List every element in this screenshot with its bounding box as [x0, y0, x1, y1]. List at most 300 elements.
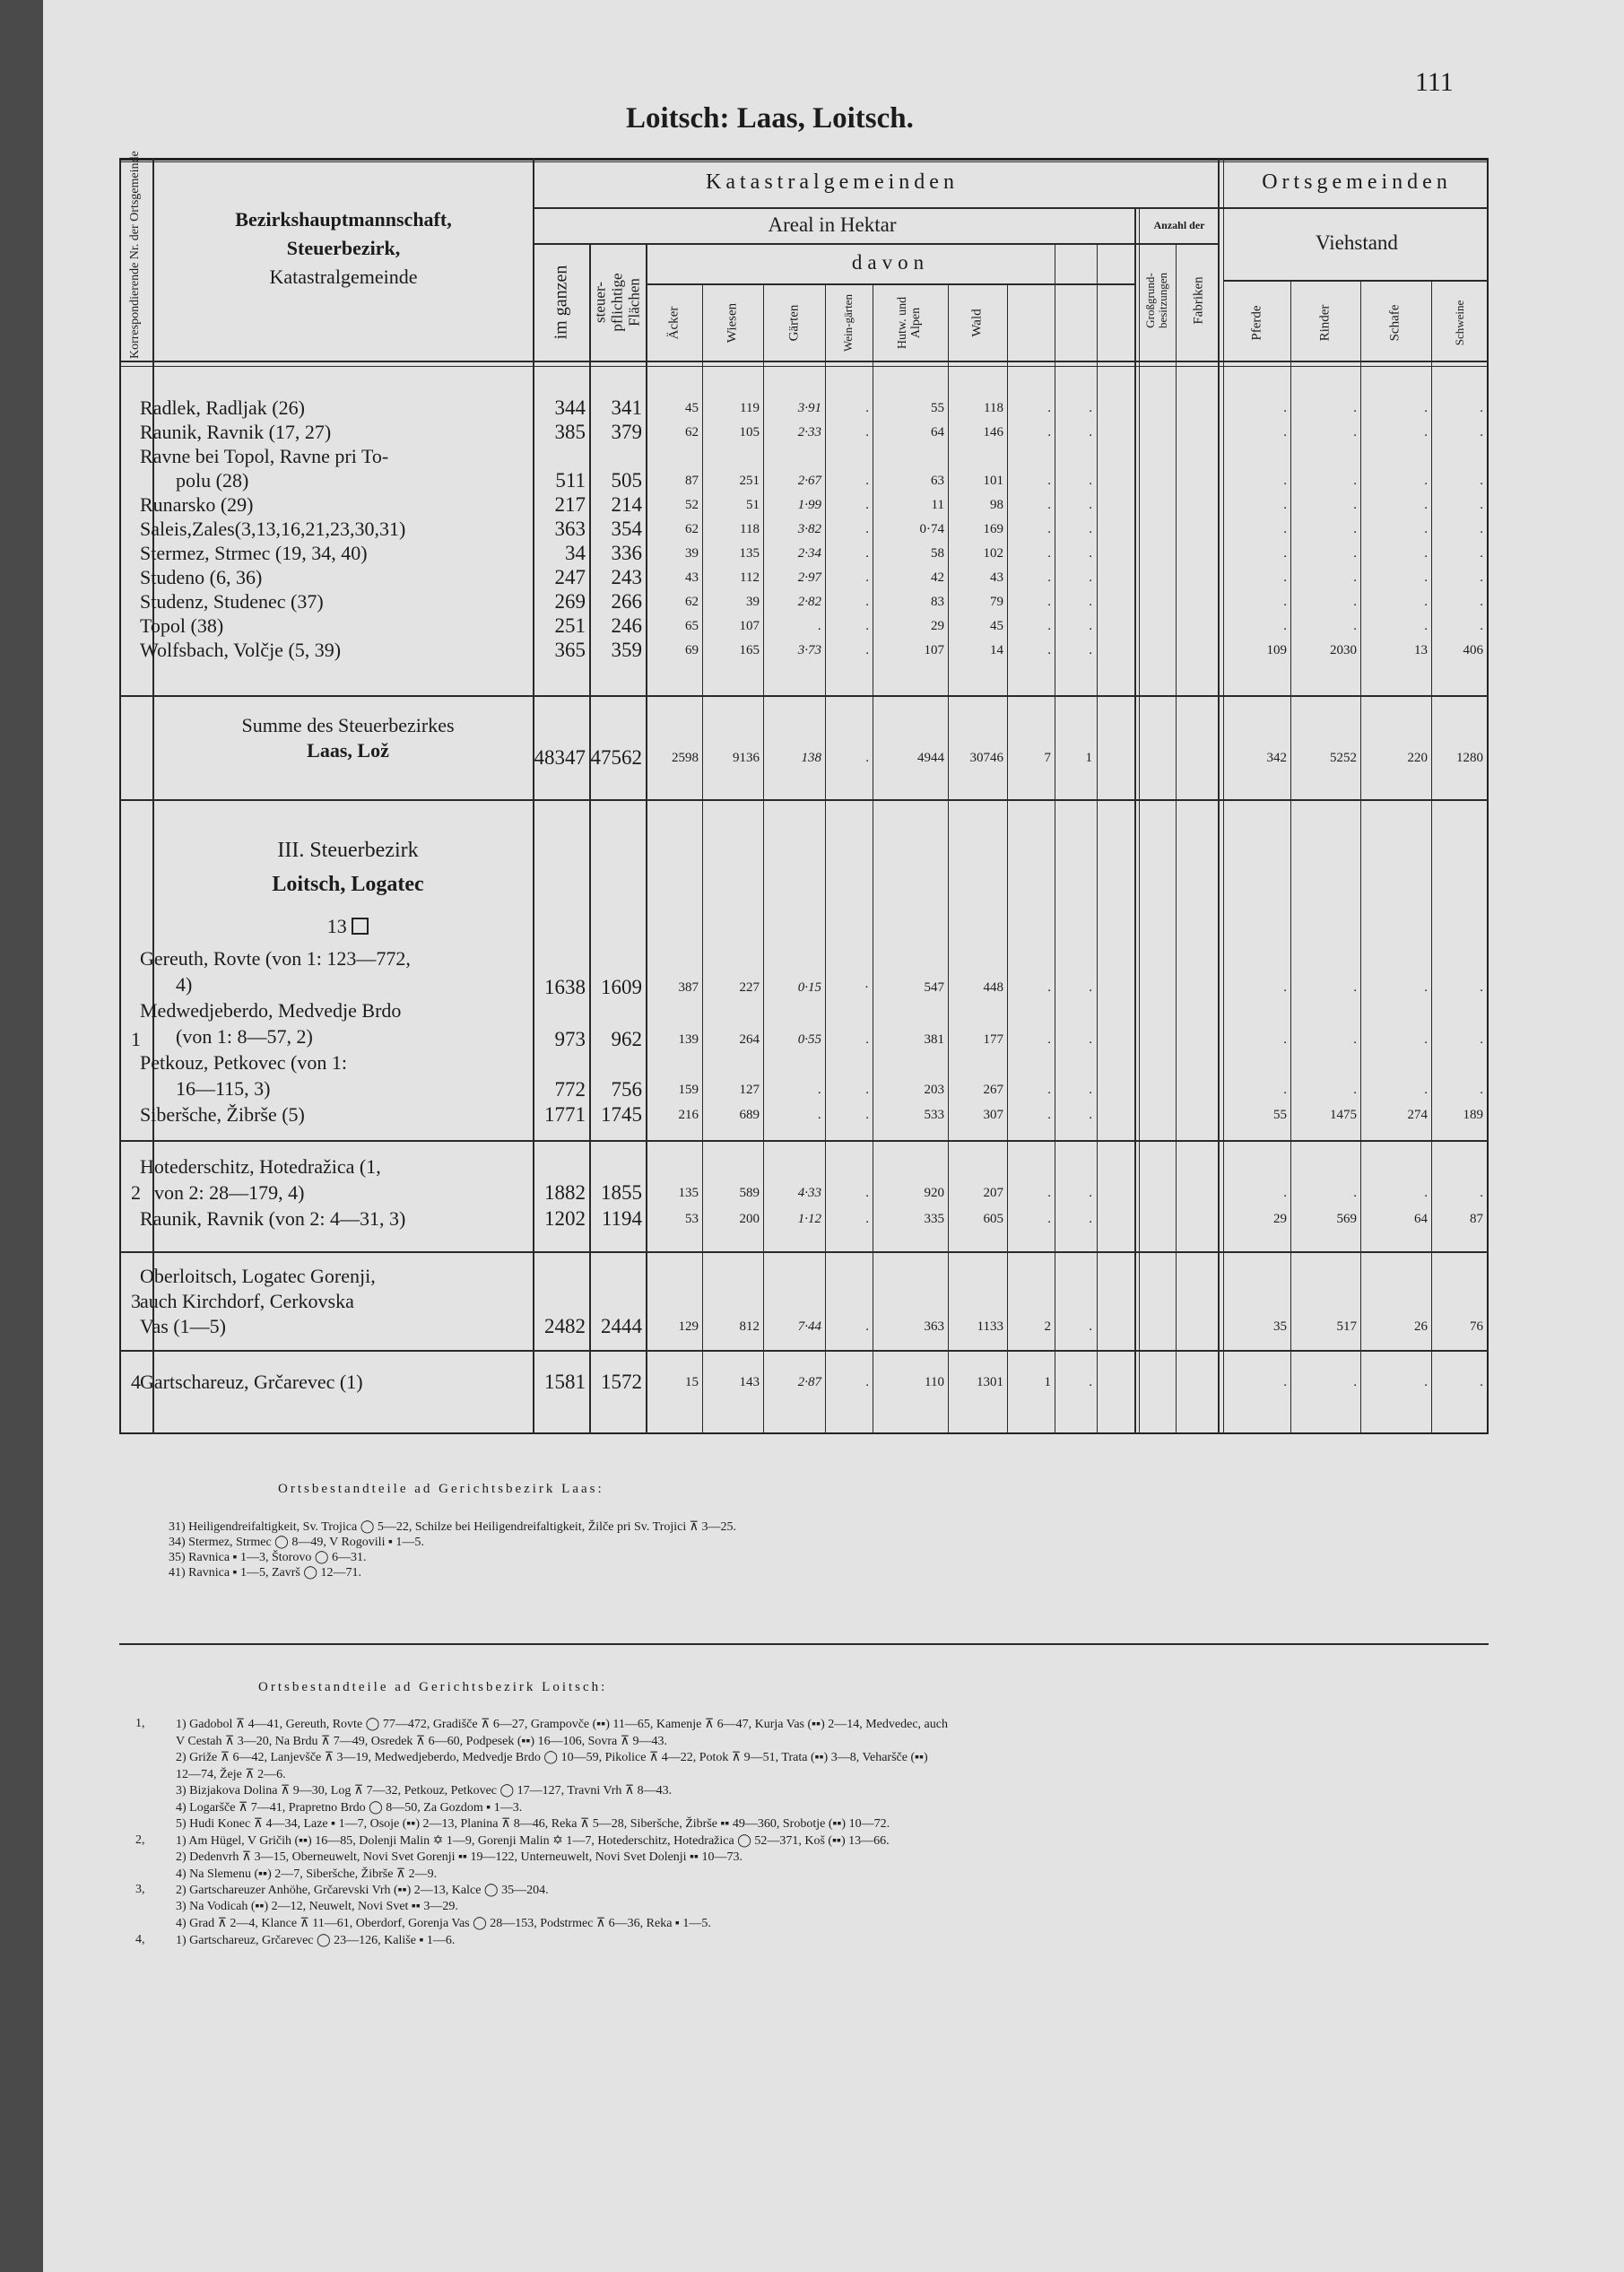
cell-wa: 177: [983, 1032, 1003, 1047]
header-bottom-rule: [119, 361, 1489, 362]
column-rule: [1176, 243, 1177, 1434]
cell-f: .: [1089, 619, 1092, 633]
katastralgemeinde-name: Wolfsbach, Volčje (5, 39): [140, 639, 342, 661]
cell-sc: .: [1424, 474, 1428, 488]
cell-s: 266: [611, 590, 642, 613]
summe-bezirk: Laas, Lož: [307, 739, 389, 762]
cell-a: 39: [685, 546, 699, 561]
cell-a: 69: [685, 643, 699, 657]
bezirk-header-line2: Steuerbezirk,: [286, 237, 401, 259]
cell-h: 335: [924, 1212, 944, 1226]
cell-ga: .: [818, 1083, 821, 1097]
rinder-header: Rinder: [1317, 304, 1333, 342]
cell-s: 359: [611, 639, 642, 661]
cell-p: .: [1283, 522, 1287, 536]
cell-sw: .: [1480, 1083, 1483, 1097]
footnote-line: 31) Heiligendreifaltigkeit, Sv. Trojica ◯ 5—22, Schilze bei Heiligendreifaltigkeit, Žilče pri Sv. Trojici ⊼ 3—25.: [169, 1520, 737, 1534]
cell-s: 1572: [601, 1371, 642, 1393]
column-rule: [1007, 283, 1008, 1434]
cell-a: 43: [685, 570, 699, 585]
statistics-table: [119, 151, 1489, 1434]
korr-nr: 1: [131, 1028, 141, 1050]
cell-we: .: [865, 751, 869, 765]
cell-f: .: [1089, 1108, 1092, 1122]
cell-a: 159: [678, 1083, 699, 1097]
cell-ga: 1·12: [797, 1212, 821, 1226]
cell-wa: 605: [983, 1212, 1003, 1226]
footnote-rule: [119, 1643, 1489, 1645]
column-rule: [1290, 280, 1291, 1434]
section-rule: [119, 1140, 1489, 1142]
column-rule: [1431, 280, 1432, 1434]
footnote-line: 12—74, Žeje ⊼ 2—6.: [176, 1767, 286, 1781]
cell-r: .: [1353, 498, 1357, 512]
cell-ga: 2·87: [797, 1375, 821, 1389]
cell-p: .: [1283, 570, 1287, 585]
bezirk-header-line1: Bezirkshauptmannschaft,: [235, 208, 452, 231]
cell-f: .: [1089, 980, 1092, 995]
cell-sw: 76: [1470, 1319, 1483, 1334]
cell-r: 2030: [1330, 643, 1357, 657]
cell-f: .: [1089, 546, 1092, 561]
footnote-nr: 2,: [135, 1832, 145, 1847]
cell-sc: .: [1424, 546, 1428, 561]
cell-sw: .: [1480, 498, 1483, 512]
cell-we: .: [865, 595, 869, 609]
cell-p: .: [1283, 595, 1287, 609]
cell-wa: 14: [990, 643, 1003, 657]
cell-r: .: [1353, 595, 1357, 609]
pferde-header: Pferde: [1249, 305, 1264, 341]
cell-f: .: [1089, 1032, 1092, 1047]
footnote-line: 1) Gartschareuz, Grčarevec ◯ 23—126, Kališe ▪ 1—6.: [176, 1933, 456, 1947]
cell-gr: 1: [1044, 1375, 1051, 1389]
cell-f: 1: [1085, 751, 1092, 765]
cell-f: .: [1089, 570, 1092, 585]
ortsgemeinde-text: 16—115, 3): [176, 1077, 271, 1100]
cell-h: 547: [924, 980, 944, 995]
cell-gr: .: [1047, 1212, 1051, 1226]
cell-we: .: [865, 1032, 869, 1047]
cell-sw: .: [1480, 1032, 1483, 1047]
cell-p: .: [1283, 1375, 1287, 1389]
footnote-line: 3) Na Vodicah (▪▪) 2—12, Neuwelt, Novi Svet ▪▪ 3—29.: [176, 1899, 458, 1913]
cell-r: .: [1353, 425, 1357, 440]
cell-w: 9136: [733, 751, 760, 765]
page-number: 111: [1415, 67, 1454, 97]
cell-f: .: [1089, 498, 1092, 512]
cell-sc: .: [1424, 570, 1428, 585]
cell-g: 48347: [534, 746, 586, 769]
cell-sc: .: [1424, 595, 1428, 609]
cell-sw: .: [1480, 425, 1483, 440]
cell-w: 39: [746, 595, 760, 609]
davon-header: davon: [851, 251, 930, 274]
cell-we: .: [865, 619, 869, 633]
cell-g: 1202: [544, 1207, 586, 1230]
cell-g: 1638: [544, 976, 586, 998]
footnote-line: V Cestah ⊼ 3—20, Na Brdu ⊼ 7—49, Osredek ⊼ 6—60, Podpesek (▪▪) 16—106, Sovra ⊼ 9—43.: [176, 1734, 667, 1748]
map-square-icon: [352, 918, 369, 935]
cell-s: 354: [611, 518, 642, 540]
katastralgemeinde-name: polu (28): [176, 469, 249, 492]
table-top-rule: [119, 161, 1489, 162]
viehstand-header: Viehstand: [1316, 231, 1398, 254]
bezirk-header-line3: Katastralgemeinde: [269, 266, 418, 288]
cell-w: 107: [739, 619, 760, 633]
footnotes-laas-title: Ortsbestandteile ad Gerichtsbezirk Laas:: [278, 1482, 604, 1496]
cell-wa: 98: [990, 498, 1003, 512]
cell-wa: 169: [983, 522, 1003, 536]
cell-ga: .: [818, 619, 821, 633]
cell-wa: 1301: [977, 1375, 1003, 1389]
cell-g: 511: [555, 469, 586, 492]
ortsgemeinde-text: auch Kirchdorf, Cerkovska: [140, 1290, 354, 1312]
column-rule: [533, 158, 534, 1434]
footnote-line: 34) Stermez, Strmec ◯ 8—49, V Rogovili ▪ 1—5.: [169, 1536, 424, 1549]
cell-sw: 406: [1463, 643, 1483, 657]
cell-s: 756: [611, 1078, 642, 1101]
cell-h: 64: [931, 425, 944, 440]
cell-g: 269: [554, 590, 586, 613]
cell-we: .: [865, 643, 869, 657]
katastralgemeinde-name: Stermez, Strmec (19, 34, 40): [140, 542, 368, 564]
section-bezirk: Loitsch, Logatec: [272, 873, 424, 896]
section-count: [178, 915, 518, 938]
schweine-header: Schweine: [1453, 300, 1466, 346]
cell-r: .: [1353, 619, 1357, 633]
header-rule: [533, 243, 1218, 245]
cell-sc: .: [1424, 498, 1428, 512]
cell-ga: 2·67: [797, 474, 821, 488]
cell-h: 58: [931, 546, 944, 561]
ortsgemeinde-text: Vas (1—5): [140, 1315, 226, 1337]
cell-a: 139: [678, 1032, 699, 1047]
cell-gr: .: [1047, 1032, 1051, 1047]
cell-a: 387: [678, 980, 699, 995]
cell-p: .: [1283, 498, 1287, 512]
cell-s: 246: [611, 614, 642, 637]
cell-f: .: [1089, 643, 1092, 657]
column-rule: [948, 283, 949, 1434]
cell-sw: .: [1480, 980, 1483, 995]
cell-gr: .: [1047, 570, 1051, 585]
cell-wa: 118: [984, 401, 1003, 415]
cell-s: 243: [611, 566, 642, 588]
cell-a: 65: [685, 619, 699, 633]
katastralgemeinde-name: Ravne bei Topol, Ravne pri To-: [140, 445, 389, 467]
cell-g: 344: [554, 396, 586, 419]
cell-p: 29: [1273, 1212, 1287, 1226]
cell-g: 365: [554, 639, 586, 661]
cell-g: 34: [565, 542, 586, 564]
cell-sc: 64: [1414, 1212, 1428, 1226]
cell-f: .: [1089, 595, 1092, 609]
cell-h: 363: [924, 1319, 944, 1334]
column-rule: [1223, 158, 1224, 1434]
cell-r: .: [1353, 570, 1357, 585]
cell-a: 216: [678, 1108, 699, 1122]
cell-wa: 1133: [977, 1319, 1003, 1334]
grossgrund-header: Großgrund-besitzungen: [1143, 272, 1169, 329]
cell-wa: 307: [983, 1108, 1003, 1122]
footnote-line: 41) Ravnica ▪ 1—5, Završ ◯ 12—71.: [169, 1566, 362, 1580]
cell-sc: .: [1424, 401, 1428, 415]
footnote-line: 2) Gartschareuzer Anhöhe, Grčarevski Vrh (▪▪) 2—13, Kalce ◯ 35—204.: [176, 1884, 549, 1897]
cell-g: 251: [554, 614, 586, 637]
cell-sc: 26: [1414, 1319, 1428, 1334]
cell-h: 0·74: [919, 522, 944, 536]
cell-r: .: [1353, 546, 1357, 561]
katastralgemeinde-name: Runarsko (29): [140, 493, 254, 516]
cell-gr: .: [1047, 522, 1051, 536]
cell-p: .: [1283, 425, 1287, 440]
cell-r: .: [1353, 1186, 1357, 1200]
cell-s: 1745: [601, 1103, 642, 1126]
cell-h: 110: [925, 1375, 944, 1389]
cell-h: 203: [924, 1083, 944, 1097]
cell-ga: 2·97: [797, 570, 821, 585]
cell-g: 247: [554, 566, 586, 588]
column-rule: [646, 243, 647, 1434]
column-rule: [763, 283, 764, 1434]
katastralgemeinde-name: Raunik, Ravnik (17, 27): [140, 421, 332, 443]
footnote-line: 4) Grad ⊼ 2—4, Klance ⊼ 11—61, Oberdorf, Gorenja Vas ◯ 28—153, Podstrmec ⊼ 6—36, Reka ▪ 1—5.: [176, 1917, 711, 1930]
cell-h: 29: [931, 619, 944, 633]
cell-h: 4944: [917, 751, 944, 765]
cell-g: 363: [554, 518, 586, 540]
cell-wa: 30746: [969, 751, 1003, 765]
section-rule: [119, 1251, 1489, 1253]
cell-ga: 0·15: [797, 980, 821, 995]
cell-g: 385: [554, 421, 586, 443]
column-rule: [825, 283, 826, 1434]
anzahl-header: Anzahl der: [1153, 219, 1205, 231]
cell-r: 5252: [1330, 751, 1357, 765]
cell-gr: 2: [1044, 1319, 1051, 1334]
footnote-line: 1) Gadobol ⊼ 4—41, Gereuth, Rovte ◯ 77—472, Gradišče ⊼ 6—27, Grampovče (▪▪) 11—65, Kamenje ⊼ 6—47, Kurja Vas (▪▪) 2—14, Medvedec, auch: [176, 1718, 948, 1731]
cell-r: .: [1353, 401, 1357, 415]
cell-gr: .: [1047, 643, 1051, 657]
cell-wa: 207: [983, 1186, 1003, 1200]
cell-w: 112: [740, 570, 760, 585]
cell-p: 109: [1266, 643, 1287, 657]
cell-a: 135: [678, 1186, 699, 1200]
wiesen-header: Wiesen: [725, 302, 740, 344]
cell-a: 53: [685, 1212, 699, 1226]
cell-h: 11: [931, 498, 944, 512]
cell-wa: 448: [983, 980, 1003, 995]
cell-ga: 2·82: [797, 595, 821, 609]
cell-r: 569: [1336, 1212, 1357, 1226]
cell-gr: .: [1047, 980, 1051, 995]
cell-s: 1609: [601, 976, 642, 998]
cell-sw: .: [1480, 619, 1483, 633]
cell-w: 264: [739, 1032, 760, 1047]
cell-g: 973: [554, 1028, 586, 1050]
cell-we: .: [865, 498, 869, 512]
cell-gr: .: [1047, 425, 1051, 440]
cell-r: 517: [1336, 1319, 1357, 1334]
cell-a: 87: [685, 474, 699, 488]
cell-we: .: [865, 1375, 869, 1389]
cell-sw: .: [1480, 570, 1483, 585]
cell-w: 105: [739, 425, 760, 440]
cell-we: .: [865, 570, 869, 585]
cell-h: 83: [931, 595, 944, 609]
cell-f: .: [1089, 1375, 1092, 1389]
katastralgemeinde-name: Topol (38): [140, 614, 224, 637]
cell-a: 2598: [672, 751, 699, 765]
areal-header: Areal in Hektar: [768, 213, 897, 236]
hutweiden-header: Hutw. und Alpen: [896, 296, 923, 350]
cell-sw: .: [1480, 522, 1483, 536]
cell-sw: .: [1480, 474, 1483, 488]
cell-h: 381: [924, 1032, 944, 1047]
column-rule: [1097, 243, 1098, 1434]
korr-nr: 4: [131, 1371, 141, 1393]
cell-w: 119: [740, 401, 760, 415]
cell-a: 62: [685, 425, 699, 440]
cell-a: 62: [685, 522, 699, 536]
cell-f: .: [1089, 1083, 1092, 1097]
cell-p: .: [1283, 474, 1287, 488]
katastralgemeinde-name: Studeno (6, 36): [140, 566, 263, 588]
ortsgemeinde-text: Siberšche, Žibrše (5): [140, 1103, 305, 1126]
cell-p: .: [1283, 1083, 1287, 1097]
cell-s: 341: [611, 396, 642, 419]
cell-w: 51: [746, 498, 760, 512]
cell-wa: 43: [990, 570, 1003, 585]
footnote-nr: 4,: [135, 1932, 145, 1946]
cell-r: 1475: [1330, 1108, 1357, 1122]
cell-sc: .: [1424, 522, 1428, 536]
cell-p: .: [1283, 401, 1287, 415]
cell-sw: 1280: [1456, 751, 1483, 765]
cell-p: 342: [1266, 751, 1287, 765]
cell-gr: .: [1047, 1083, 1051, 1097]
cell-r: .: [1353, 1083, 1357, 1097]
cell-we: .: [865, 1319, 869, 1334]
cell-w: 200: [739, 1212, 760, 1226]
cell-r: .: [1353, 980, 1357, 995]
im-ganzen-header: im ganzen: [551, 265, 571, 340]
cell-sw: .: [1480, 1186, 1483, 1200]
cell-sw: .: [1480, 1375, 1483, 1389]
footnote-nr: 1,: [135, 1717, 145, 1730]
cell-p: .: [1283, 1032, 1287, 1047]
cell-gr: .: [1047, 1186, 1051, 1200]
cell-w: 251: [739, 474, 760, 488]
cell-sw: .: [1480, 401, 1483, 415]
korr-nr: 3: [131, 1290, 141, 1312]
cell-s: 1855: [601, 1181, 642, 1204]
cell-wa: 45: [990, 619, 1003, 633]
footnote-line: 2) Dedenvrh ⊼ 3—15, Oberneuwelt, Novi Svet Gorenji ▪▪ 19—122, Unterneuwelt, Novi Svet Dolenji ▪▪ 10—73.: [176, 1850, 743, 1864]
cell-sw: 87: [1470, 1212, 1483, 1226]
header-rule: [1224, 280, 1489, 282]
footnote-line: 3) Bizjakova Dolina ⊼ 9—30, Log ⊼ 7—32, Petkouz, Petkovec ◯ 17—127, Travni Vrh ⊼ 8—43.: [176, 1784, 673, 1798]
cell-f: .: [1089, 1186, 1092, 1200]
cell-h: 920: [924, 1186, 944, 1200]
section-rule: [119, 799, 1489, 801]
footnotes-loitsch-title: Ortsbestandteile ad Gerichtsbezirk Loitsch:: [258, 1680, 608, 1694]
ortsgemeinde-text: Oberloitsch, Logatec Gorenji,: [140, 1265, 376, 1287]
cell-w: 165: [739, 643, 760, 657]
steuerpflichtige-header: steuer-pflichtige Flächen: [591, 273, 643, 332]
cell-ga: 2·33: [797, 425, 821, 440]
cell-w: 689: [739, 1108, 760, 1122]
cell-we: .: [865, 522, 869, 536]
aecker-header: Äcker: [666, 306, 682, 340]
cell-a: 62: [685, 595, 699, 609]
weingaerten-header: Wein-gärten: [841, 294, 855, 352]
korr-nr-header: Korrespondierende Nr. der Ortsgemeinde: [128, 151, 142, 359]
cell-g: 772: [554, 1078, 586, 1101]
cell-p: .: [1283, 619, 1287, 633]
footnote-line: 1) Am Hügel, V Gričih (▪▪) 16—85, Dolenji Malin ✡ 1—9, Gorenji Malin ✡ 1—7, Hotederschitz, Hotedražica ◯ 52—371, Koš (▪▪) 13—66.: [176, 1833, 890, 1848]
column-rule: [152, 158, 154, 1434]
cell-f: .: [1089, 474, 1092, 488]
ortsgemeinden-header: Ortsgemeinden: [1262, 170, 1452, 194]
cell-f: .: [1089, 522, 1092, 536]
cell-w: 143: [739, 1375, 760, 1389]
cell-ga: 3·91: [797, 401, 821, 415]
cell-sc: .: [1424, 425, 1428, 440]
cell-gr: .: [1047, 401, 1051, 415]
cell-s: 47562: [590, 746, 642, 769]
header-rule: [533, 207, 1489, 209]
cell-p: .: [1283, 1186, 1287, 1200]
section-title: III. Steuerbezirk: [277, 839, 419, 862]
ortsgemeinde-text: Medwedjeberdo, Medvedje Brdo: [140, 999, 402, 1022]
korr-nr: 2: [131, 1181, 141, 1204]
ortsgemeinde-text: Gartschareuz, Grčarevec (1): [140, 1371, 363, 1393]
cell-f: .: [1089, 425, 1092, 440]
document-page: [43, 0, 1624, 2272]
cell-w: 589: [739, 1186, 760, 1200]
cell-g: 1771: [544, 1103, 586, 1126]
cell-s: 214: [611, 493, 642, 516]
cell-ga: .: [818, 1108, 821, 1122]
ortsgemeinde-text: Gereuth, Rovte (von 1: 123—772,: [140, 947, 411, 970]
cell-a: 52: [685, 498, 699, 512]
katastralgemeinde-name: Studenz, Studenec (37): [140, 590, 324, 613]
section-rule: [119, 695, 1489, 697]
footnote-line: 35) Ravnica ▪ 1—3, Štorovo ◯ 6—31.: [169, 1551, 367, 1564]
cell-sc: .: [1424, 1032, 1428, 1047]
cell-f: .: [1089, 401, 1092, 415]
cell-w: 812: [739, 1319, 760, 1334]
cell-wa: 101: [983, 474, 1003, 488]
cell-ga: 138: [801, 751, 821, 765]
cell-h: 533: [924, 1108, 944, 1122]
footnote-line: 2) Griže ⊼ 6—42, Lanjevšče ⊼ 3—19, Medwedjeberdo, Medvedje Brdo ◯ 10—59, Pikolice ⊼ 4—22, Potok ⊼ 9—51, Trata (▪▪) 3—8, Veharšče (▪▪): [176, 1751, 928, 1764]
cell-sc: 13: [1414, 643, 1428, 657]
cell-we: .: [865, 546, 869, 561]
column-rule: [702, 283, 703, 1434]
cell-g: 1581: [544, 1371, 586, 1393]
gaerten-header: Gärten: [786, 304, 802, 342]
header-bottom-rule: [119, 366, 1489, 367]
cell-sc: 274: [1407, 1108, 1428, 1122]
cell-we: .: [865, 425, 869, 440]
ortsgemeinde-text: Petkouz, Petkovec (von 1:: [140, 1051, 347, 1074]
cell-w: 127: [739, 1083, 760, 1097]
cell-g: 217: [554, 493, 586, 516]
cell-r: .: [1353, 522, 1357, 536]
footnote-line: 4) Na Slemenu (▪▪) 2—7, Siberšche, Žibrše ⊼ 2—9.: [176, 1867, 438, 1881]
